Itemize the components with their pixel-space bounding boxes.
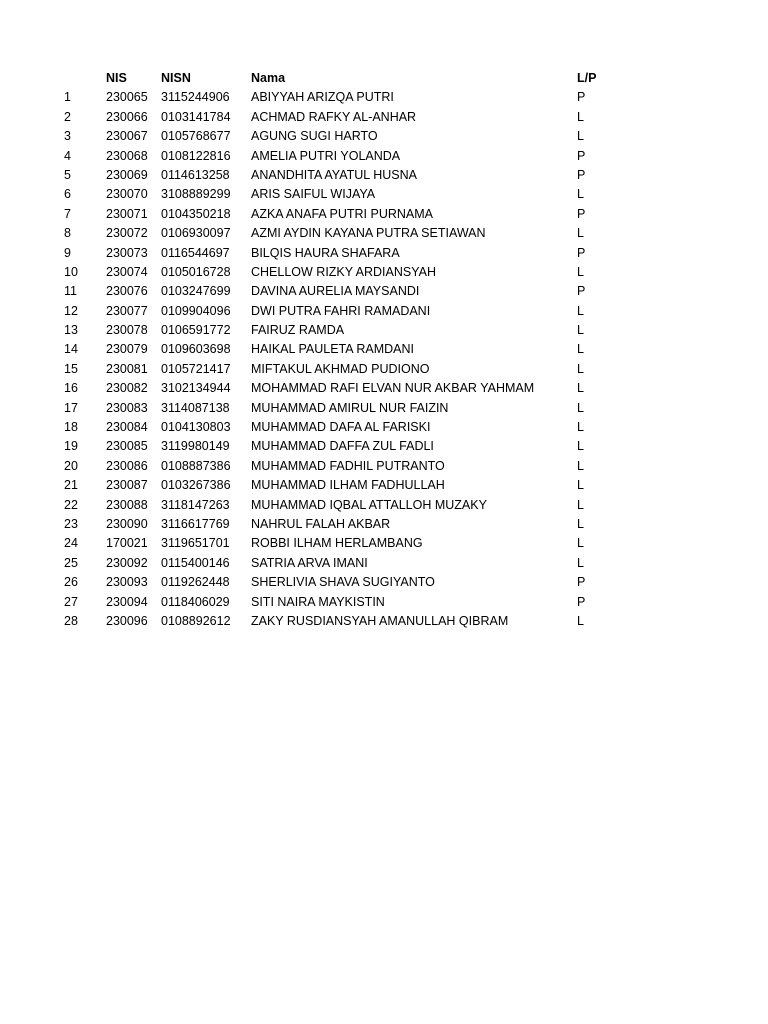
cell-lp: P: [577, 245, 586, 260]
table-row: [0, 302, 768, 321]
cell-nis: 230081: [106, 361, 148, 376]
cell-no: 19: [64, 439, 78, 454]
cell-lp: L: [577, 613, 584, 628]
cell-lp: L: [577, 381, 584, 396]
cell-lp: P: [577, 575, 586, 590]
cell-nisn: 0105016728: [161, 264, 231, 279]
cell-lp: P: [577, 284, 586, 299]
table-row: [0, 321, 768, 340]
cell-nama: AZMI AYDIN KAYANA PUTRA SETIAWAN: [251, 226, 486, 241]
cell-nisn: 0105768677: [161, 129, 231, 144]
cell-nis: 230070: [106, 187, 148, 202]
cell-no: 26: [64, 575, 78, 590]
cell-no: 10: [64, 264, 78, 279]
cell-no: 17: [64, 400, 78, 415]
cell-lp: L: [577, 400, 584, 415]
cell-nama: CHELLOW RIZKY ARDIANSYAH: [251, 264, 436, 279]
cell-nisn: 3108889299: [161, 187, 231, 202]
cell-nama: MUHAMMAD DAFA AL FARISKI: [251, 420, 431, 435]
cell-nisn: 0108887386: [161, 458, 231, 473]
table-row: [0, 437, 768, 456]
cell-no: 27: [64, 594, 78, 609]
cell-no: 3: [64, 129, 71, 144]
student-table: [0, 69, 768, 631]
cell-nama: AMELIA PUTRI YOLANDA: [251, 148, 401, 163]
header-nama: Nama: [251, 71, 286, 85]
table-row: [0, 244, 768, 263]
cell-lp: P: [577, 167, 586, 182]
table-row: [0, 534, 768, 553]
table-row: [0, 166, 768, 185]
cell-nis: 230067: [106, 129, 148, 144]
cell-nis: 230068: [106, 148, 148, 163]
cell-nama: MIFTAKUL AKHMAD PUDIONO: [251, 361, 430, 376]
cell-nisn: 3119980149: [161, 439, 230, 454]
cell-lp: L: [577, 109, 584, 124]
table-row: [0, 399, 768, 418]
table-row: [0, 205, 768, 224]
table-row: [0, 476, 768, 495]
cell-nama: MUHAMMAD DAFFA ZUL FADLI: [251, 439, 434, 454]
cell-no: 5: [64, 167, 71, 182]
cell-no: 13: [64, 323, 78, 338]
cell-lp: L: [577, 439, 584, 454]
cell-lp: L: [577, 303, 584, 318]
cell-no: 24: [64, 536, 78, 551]
cell-nama: AGUNG SUGI HARTO: [251, 129, 378, 144]
cell-nis: 230086: [106, 458, 148, 473]
cell-nis: 230093: [106, 575, 148, 590]
cell-lp: L: [577, 497, 584, 512]
table-row: [0, 340, 768, 359]
table-row: [0, 418, 768, 437]
cell-nis: 230082: [106, 381, 148, 396]
cell-no: 1: [64, 90, 71, 105]
cell-nisn: 0104130803: [161, 420, 231, 435]
cell-nisn: 0109603698: [161, 342, 231, 357]
cell-no: 2: [64, 109, 71, 124]
cell-nisn: 0116544697: [161, 245, 230, 260]
cell-nis: 230074: [106, 264, 148, 279]
cell-nis: 230084: [106, 420, 148, 435]
cell-no: 15: [64, 361, 78, 376]
cell-nama: BILQIS HAURA SHAFARA: [251, 245, 400, 260]
cell-nisn: 3114087138: [161, 400, 230, 415]
cell-no: 23: [64, 516, 78, 531]
cell-no: 12: [64, 303, 78, 318]
cell-lp: L: [577, 264, 584, 279]
cell-lp: L: [577, 420, 584, 435]
cell-nama: MOHAMMAD RAFI ELVAN NUR AKBAR YAHMAM: [251, 381, 535, 396]
table-header-row: [0, 69, 768, 88]
table-row: [0, 360, 768, 379]
cell-nis: 230096: [106, 613, 148, 628]
cell-no: 6: [64, 187, 71, 202]
cell-nama: MUHAMMAD IQBAL ATTALLOH MUZAKY: [251, 497, 487, 512]
cell-nis: 230066: [106, 109, 148, 124]
cell-lp: P: [577, 148, 586, 163]
table-row: [0, 127, 768, 146]
table-row: [0, 593, 768, 612]
cell-nama: HAIKAL PAULETA RAMDANI: [251, 342, 415, 357]
cell-nis: 230083: [106, 400, 148, 415]
header-lp: L/P: [577, 71, 597, 85]
cell-nisn: 0103267386: [161, 478, 231, 493]
table-row: [0, 224, 768, 243]
cell-nama: AZKA ANAFA PUTRI PURNAMA: [251, 206, 433, 221]
cell-nama: ANANDHITA AYATUL HUSNA: [251, 167, 418, 182]
table-row: [0, 263, 768, 282]
cell-nis: 230078: [106, 323, 148, 338]
cell-nisn: 3115244906: [161, 90, 230, 105]
cell-no: 18: [64, 420, 78, 435]
cell-lp: P: [577, 90, 586, 105]
cell-lp: L: [577, 342, 584, 357]
cell-nisn: 0106930097: [161, 226, 231, 241]
table-row: [0, 554, 768, 573]
cell-no: 9: [64, 245, 71, 260]
cell-nama: MUHAMMAD AMIRUL NUR FAIZIN: [251, 400, 449, 415]
cell-nama: ABIYYAH ARIZQA PUTRI: [251, 90, 394, 105]
cell-lp: P: [577, 206, 586, 221]
cell-lp: L: [577, 516, 584, 531]
cell-nisn: 0118406029: [161, 594, 230, 609]
table-row: [0, 147, 768, 166]
cell-no: 11: [64, 284, 77, 299]
cell-lp: L: [577, 478, 584, 493]
cell-lp: L: [577, 226, 584, 241]
cell-nis: 230072: [106, 226, 148, 241]
cell-nama: SITI NAIRA MAYKISTIN: [251, 594, 385, 609]
table-row: [0, 282, 768, 301]
cell-nama: DAVINA AURELIA MAYSANDI: [251, 284, 420, 299]
cell-nis: 230069: [106, 167, 148, 182]
cell-nis: 230090: [106, 516, 148, 531]
cell-nis: 230087: [106, 478, 148, 493]
cell-nisn: 0114613258: [161, 167, 230, 182]
table-row: [0, 108, 768, 127]
cell-nisn: 3102134944: [161, 381, 231, 396]
cell-no: 4: [64, 148, 71, 163]
header-nis: NIS: [106, 71, 127, 85]
cell-nisn: 0115400146: [161, 555, 230, 570]
table-row: [0, 379, 768, 398]
cell-nis: 230079: [106, 342, 148, 357]
table-row: [0, 573, 768, 592]
cell-nisn: 0105721417: [161, 361, 231, 376]
cell-nama: ZAKY RUSDIANSYAH AMANULLAH QIBRAM: [251, 613, 509, 628]
cell-nisn: 0108892612: [161, 613, 231, 628]
cell-nisn: 0119262448: [161, 575, 230, 590]
cell-lp: L: [577, 361, 584, 376]
cell-nama: ACHMAD RAFKY AL-ANHAR: [251, 109, 417, 124]
cell-lp: L: [577, 458, 584, 473]
cell-no: 16: [64, 381, 78, 396]
cell-nisn: 0106591772: [161, 323, 231, 338]
cell-lp: L: [577, 187, 584, 202]
cell-nis: 230085: [106, 439, 148, 454]
header-nisn: NISN: [161, 71, 191, 85]
cell-nisn: 0103141784: [161, 109, 231, 124]
cell-lp: L: [577, 536, 584, 551]
cell-nisn: 3119651701: [161, 536, 230, 551]
cell-nisn: 0103247699: [161, 284, 231, 299]
table-row: [0, 612, 768, 631]
cell-lp: L: [577, 323, 584, 338]
cell-nisn: 0104350218: [161, 206, 231, 221]
cell-nis: 230071: [106, 206, 148, 221]
cell-nisn: 3116617769: [161, 516, 230, 531]
cell-nisn: 0108122816: [161, 148, 231, 163]
cell-nama: ARIS SAIFUL WIJAYA: [251, 187, 376, 202]
cell-nisn: 3118147263: [161, 497, 230, 512]
cell-nama: FAIRUZ RAMDA: [251, 323, 345, 338]
table-row: [0, 496, 768, 515]
cell-no: 22: [64, 497, 78, 512]
cell-no: 20: [64, 458, 78, 473]
table-row: [0, 457, 768, 476]
cell-lp: L: [577, 129, 584, 144]
cell-nisn: 0109904096: [161, 303, 231, 318]
cell-lp: L: [577, 555, 584, 570]
table-row: [0, 88, 768, 107]
cell-nis: 230077: [106, 303, 148, 318]
cell-nama: MUHAMMAD ILHAM FADHULLAH: [251, 478, 445, 493]
table-row: [0, 515, 768, 534]
cell-nis: 230076: [106, 284, 148, 299]
cell-nama: DWI PUTRA FAHRI RAMADANI: [251, 303, 431, 318]
cell-no: 8: [64, 226, 71, 241]
cell-nis: 230088: [106, 497, 148, 512]
table-row: [0, 185, 768, 204]
cell-nis: 230094: [106, 594, 148, 609]
cell-nama: NAHRUL FALAH AKBAR: [251, 516, 391, 531]
cell-nis: 230092: [106, 555, 148, 570]
cell-nama: MUHAMMAD FADHIL PUTRANTO: [251, 458, 445, 473]
cell-no: 7: [64, 206, 71, 221]
cell-nis: 170021: [106, 536, 148, 551]
cell-no: 28: [64, 613, 78, 628]
cell-no: 25: [64, 555, 78, 570]
table-body: [0, 88, 768, 631]
cell-lp: P: [577, 594, 586, 609]
cell-nis: 230073: [106, 245, 148, 260]
cell-nama: SHERLIVIA SHAVA SUGIYANTO: [251, 575, 435, 590]
cell-nis: 230065: [106, 90, 148, 105]
cell-nama: SATRIA ARVA IMANI: [251, 555, 368, 570]
cell-no: 21: [64, 478, 78, 493]
cell-nama: ROBBI ILHAM HERLAMBANG: [251, 536, 423, 551]
cell-no: 14: [64, 342, 78, 357]
